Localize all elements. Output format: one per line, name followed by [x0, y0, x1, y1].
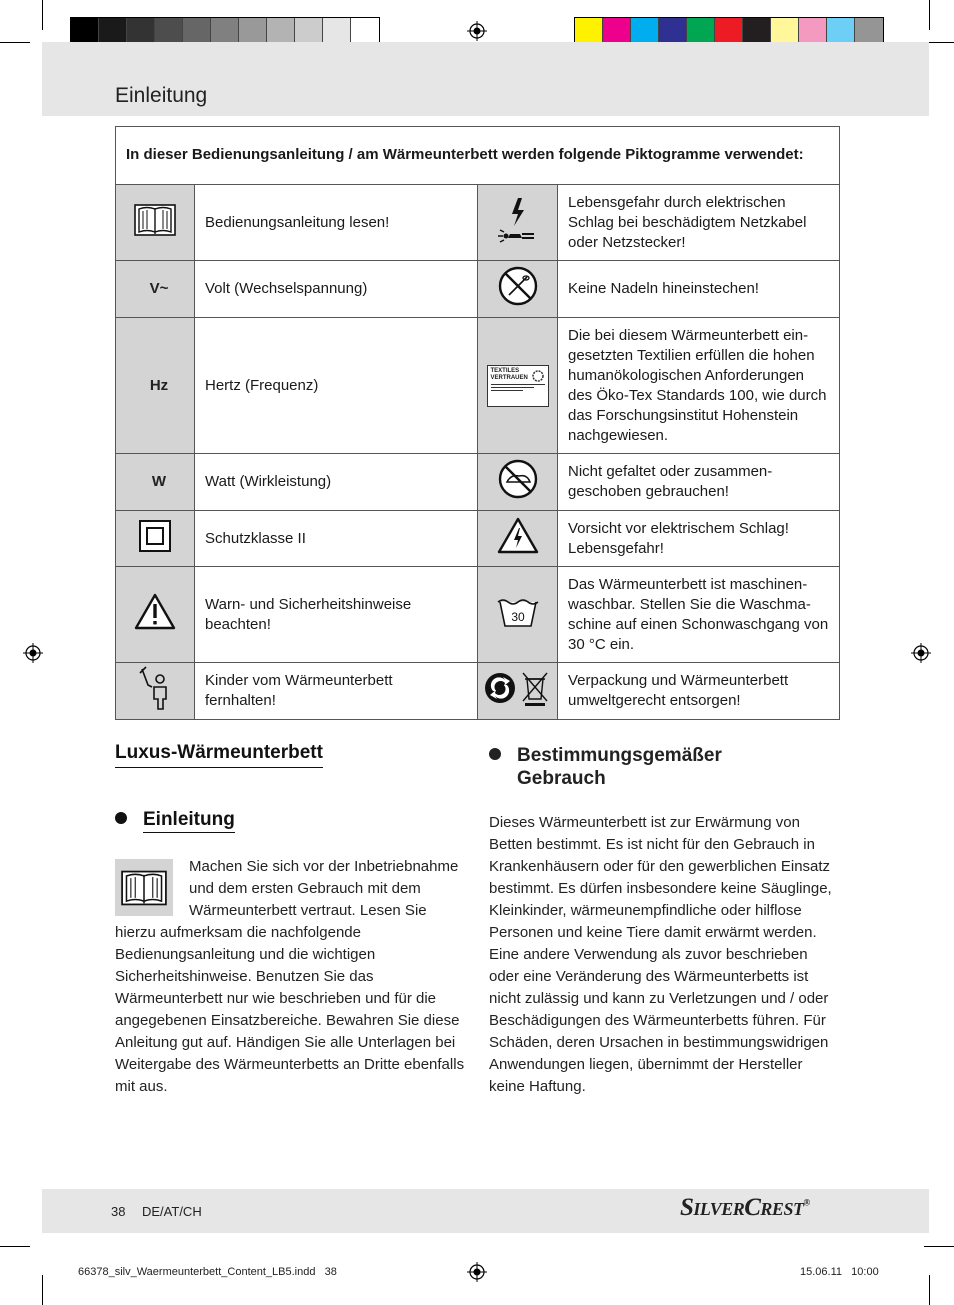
pictogram-description: Vorsicht vor elektrischem Schlag! Lebensgefahr! — [558, 511, 840, 567]
pictogram-description: Bedienungsanleitung lesen! — [195, 185, 478, 261]
slug-date: 15.06.11 10:00 — [800, 1266, 879, 1278]
calibration-swatch — [351, 18, 379, 45]
registration-mark-icon — [467, 21, 487, 41]
calibration-swatch — [71, 18, 99, 45]
pictogram-description: Kinder vom Wärmeunterbett fernhalten! — [195, 663, 478, 720]
pictogram-description: Das Wärmeunterbett ist maschinen-waschbar. Stellen Sie die Waschma-schine auf einen Schonwaschgang von 30 °C ein. — [558, 567, 840, 663]
no-folding-icon — [478, 454, 558, 511]
crop-mark — [42, 0, 43, 30]
region-label: DE/AT/CH — [142, 1204, 202, 1219]
pictogram-description: Die bei diesem Wärmeunterbett ein-gesetzten Textilien erfüllen die hohen humanökologischen Anforderungen des Öko-Tex Standards 100, wie durch das Forschungsinstitut Hohenstein nachgewiesen. — [558, 318, 840, 454]
calibration-swatch — [687, 18, 715, 45]
calibration-swatch — [771, 18, 799, 45]
product-title — [115, 742, 323, 768]
electric-shock-plug-icon — [478, 185, 558, 261]
calibration-swatch — [603, 18, 631, 45]
table-row — [116, 567, 840, 663]
wash-30-icon — [478, 567, 558, 663]
registration-mark-icon — [467, 1262, 487, 1282]
calibration-swatch — [855, 18, 883, 45]
protection-class-ii-icon — [116, 511, 195, 567]
oeko-tex-label-icon — [478, 318, 558, 454]
calibration-swatch — [715, 18, 743, 45]
calibration-swatch — [323, 18, 351, 45]
calibration-swatch — [267, 18, 295, 45]
table-heading: In dieser Bedienungsanleitung / am Wärmeunterbett werden folgende Piktogramme verwendet: — [116, 127, 840, 185]
section-heading-bestimmung — [489, 744, 722, 790]
warning-electric-icon — [478, 511, 558, 567]
section-heading-line2: Gebrauch — [517, 768, 606, 789]
pictogram-description: Lebensgefahr durch elektrischen Schlag bei beschädigtem Netzkabel oder Netzstecker! — [558, 185, 840, 261]
section-heading-text: Einleitung — [143, 809, 235, 833]
crop-mark — [929, 1275, 930, 1305]
table-row — [116, 185, 840, 261]
wash-temp-label: 30 — [510, 609, 525, 624]
pictogram-description: Volt (Wechselspannung) — [195, 261, 478, 318]
slug-filename: 66378_silv_Waermeunterbett_Content_LB5.indd 38 — [78, 1266, 337, 1278]
calibration-swatch — [575, 18, 603, 45]
calibration-swatch — [659, 18, 687, 45]
bullet-icon — [115, 812, 127, 824]
brand-logo-text: SilverCrest — [680, 1194, 804, 1221]
calibration-swatch — [295, 18, 323, 45]
table-row — [116, 663, 840, 720]
oeko-label-line1: TEXTILES — [490, 367, 520, 374]
oeko-label-line2: VERTRAUEN — [490, 374, 528, 381]
calibration-swatch — [827, 18, 855, 45]
bullet-icon — [489, 748, 501, 760]
book-icon — [116, 185, 195, 261]
calibration-swatch — [155, 18, 183, 45]
section-heading-einleitung — [115, 809, 235, 831]
no-needles-icon — [478, 261, 558, 318]
pictogram-table — [115, 126, 840, 720]
crop-mark — [42, 1275, 43, 1305]
table-row — [116, 261, 840, 318]
pictogram-description: Verpackung und Wärmeunterbett umweltgerecht entsorgen! — [558, 663, 840, 720]
registration-mark-icon — [23, 643, 43, 663]
crop-mark — [0, 1246, 30, 1247]
keep-away-children-icon — [116, 663, 195, 720]
crop-mark — [924, 1246, 954, 1247]
registration-mark-icon — [911, 643, 931, 663]
warning-triangle-icon — [116, 567, 195, 663]
calibration-swatch — [239, 18, 267, 45]
calibration-swatch — [99, 18, 127, 45]
section-heading-line1: Bestimmungsgemäßer — [517, 745, 722, 766]
calibration-swatch — [631, 18, 659, 45]
table-row — [116, 454, 840, 511]
calibration-swatch — [799, 18, 827, 45]
watt-symbol: W — [116, 454, 195, 511]
calibration-swatch — [743, 18, 771, 45]
pictogram-description: Hertz (Frequenz) — [195, 318, 478, 454]
intro-paragraph-text: Machen Sie sich vor der Inbetriebnahme und dem ersten Gebrauch mit dem Wärmeunterbett vertraut. Lesen Sie hierzu aufmerksam die nachfolgende Bedienungsanleitung und die wichtigen Sicherheitshinweise. Benutzen Sie das Wärmeunterbett nur wie beschrieben und für die angegebenen Einsatzbereiche. Bewahren Sie diese Anleitung gut auf. Händigen Sie alle Unterlagen bei Weitergabe des Wärmeunterbetts an Dritte ebenfalls mit aus. — [115, 858, 465, 1095]
pictogram-description: Watt (Wirkleistung) — [195, 454, 478, 511]
page-title: Einleitung — [115, 84, 208, 107]
crop-mark — [929, 0, 930, 30]
usage-paragraph: Dieses Wärmeunterbett ist zur Erwärmung von Betten bestimmt. Es ist nicht für den Gebrauch in Krankenhäusern oder für den gewerblichen Einsatz bestimmt. Es dürfen insbesondere keine Säuglinge, Kleinkinder, wärmeunempfindliche oder hilflose Personen und keine Tiere damit erwärmt werden. Eine andere Verwendung als zuvor beschrieben oder eine Veränderung des Wärmeunterbetts ist nicht zulässig und kann zu Verletzungen und / oder Beschädigungen des Wärmeunterbetts führen. Für Schäden, deren Ursachen in bestimmungswidrigen Anwendungen liegen, übernimmt der Hersteller keine Haftung. — [489, 814, 832, 1095]
volt-ac-symbol: V~ — [116, 261, 195, 318]
pictogram-description: Nicht gefaltet oder zusammen-geschoben gebrauchen! — [558, 454, 840, 511]
pictogram-description: Keine Nadeln hineinstechen! — [558, 261, 840, 318]
pictogram-description: Warn- und Sicherheitshinweise beachten! — [195, 567, 478, 663]
intro-paragraph — [115, 856, 465, 1098]
hertz-symbol: Hz — [116, 318, 195, 454]
product-title-text: Luxus-Wärmeunterbett — [115, 742, 323, 763]
calibration-swatch — [211, 18, 239, 45]
crop-mark — [0, 42, 30, 43]
table-row — [116, 511, 840, 567]
brand-logo: SilverCrest® — [680, 1194, 810, 1221]
calibration-swatch — [183, 18, 211, 45]
calibration-swatch — [127, 18, 155, 45]
table-row — [116, 318, 840, 454]
pictogram-description: Schutzklasse II — [195, 511, 478, 567]
page-number: 38 — [111, 1204, 126, 1219]
recycling-bin-icon — [478, 663, 558, 720]
